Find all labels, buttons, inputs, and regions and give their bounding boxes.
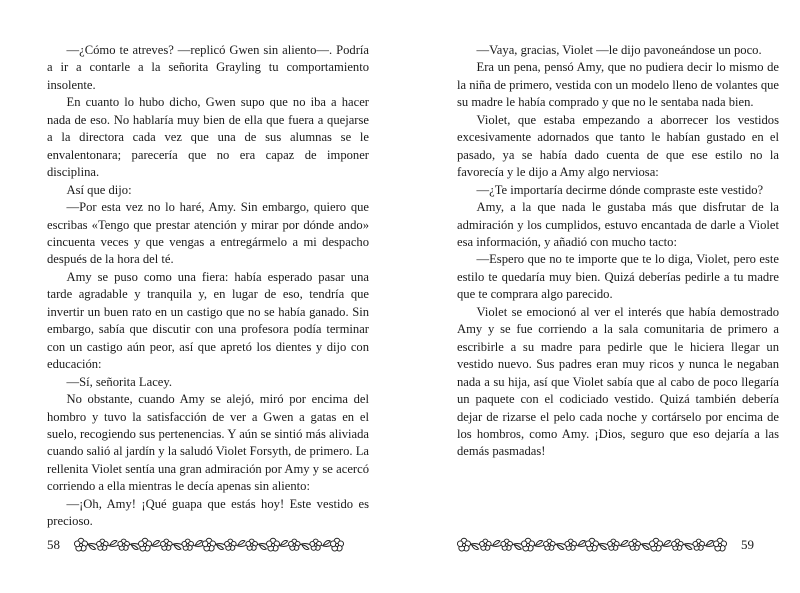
- paragraph: —Espero que no te importe que te lo diga, Violet, pero este estilo te quedaría muy bien. Quizá deberías pedirle a tu madre que te comprara algo parecido.: [457, 252, 779, 302]
- paragraph: En cuanto lo hubo dicho, Gwen supo que no iba a hacer nada de eso. No hablaría muy bien de ella que fuera a quejarse a la directora cada vez que una de sus alumnas se le envalentonara; parecería que no era capaz de imponer disciplina.: [47, 95, 369, 180]
- paragraph: Violet, que estaba empezando a aborrecer los vestidos excesivamente adornados que tanto le habían gustado en el pasado, ya se había dado cuenta de que ese estilo no la favorecía y le dijo a Amy algo nerviosa:: [457, 112, 779, 180]
- paragraph: Violet se emocionó al ver el interés que había demostrado Amy y se fue corriendo a la sala comunitaria de primero a escribirle a su madre para pedirle que le hiciera llegar un vestido nuevo. Sus padres eran muy ricos y nunca le negaban nada a su hija, así que Violet sabía que al cabo de poco llegaría un paquete con el codiciado vestido. Quizá también debería dejar de rizarse el pelo cada noche y cortárselo por encima de los hombros, como Amy. ¡Dios, seguro que eso dejaría a las demás pasmadas!: [457, 304, 779, 459]
- left-page-text: [47, 42, 369, 531]
- page-number: 59: [741, 537, 754, 552]
- ornament-vine: [74, 538, 343, 551]
- paragraph: —¿Cómo te atreves? —replicó Gwen sin aliento—. Podría a ir a contarle a la señorita Grayling tu comportamiento insolente.: [47, 43, 369, 92]
- paragraph: —¡Oh, Amy! ¡Qué guapa que estás hoy! Este vestido es precioso.: [47, 496, 369, 529]
- ornament-vine: [457, 538, 726, 551]
- paragraph: Era un pena, pensó Amy, que no pudiera decir lo mismo de la niña de primero, vestida con un modelo lleno de volantes que su madre le había comprado y que no le sentaba nada bien.: [457, 60, 779, 110]
- paragraph: —Por esta vez no lo haré, Amy. Sin embargo, quiero que escribas «Tengo que prestar atención y mirar por dónde ando» cincuenta veces y que vengas a entregármelo a mi despacho después de la hora del té.: [47, 200, 369, 267]
- right-page-text: [457, 42, 779, 461]
- paragraph: —Sí, señorita Lacey.: [66, 374, 173, 389]
- paragraph: Amy se puso como una fiera: había esperado pasar una tarde agradable y tranquila y, en lugar de eso, tendría que invertir un buen rato en un castigo que no se había ganado. Sin embargo, sabía que discutir con una profesora podía terminar con un castigo aún peor, así que apretó los dientes y dijo con educación:: [47, 269, 369, 372]
- paragraph: —Vaya, gracias, Violet —le dijo pavoneándose un poco.: [476, 43, 762, 57]
- paragraph: No obstante, cuando Amy se alejó, miró por encima del hombro y tuvo la satisfacción de ver a Gwen a gatas en el suelo, recogiendo sus pertenencias. Y aún se sintió más aliviada cuando salió al jardín y la saludó Violet Forsyth, de primero. La rellenita Violet sentía una gran admiración por Amy y se acercó corriendo a ella mientras le decía apenas sin aliento:: [47, 392, 369, 494]
- right-page-footer: [457, 535, 754, 555]
- paragraph: Así que dijo:: [66, 182, 132, 197]
- paragraph: Amy, a la que nada le gustaba más que disfrutar de la admiración y los cumplidos, estuvo encantada de darle a Violet esa información, y añadió con mucho tacto:: [457, 200, 779, 249]
- left-page-footer: [47, 535, 344, 555]
- floral-vine-border-icon: [457, 536, 727, 554]
- floral-vine-border-icon: [74, 536, 344, 554]
- page-number: 58: [47, 537, 60, 552]
- paragraph: —¿Te importaría decirme dónde compraste este vestido?: [476, 182, 764, 197]
